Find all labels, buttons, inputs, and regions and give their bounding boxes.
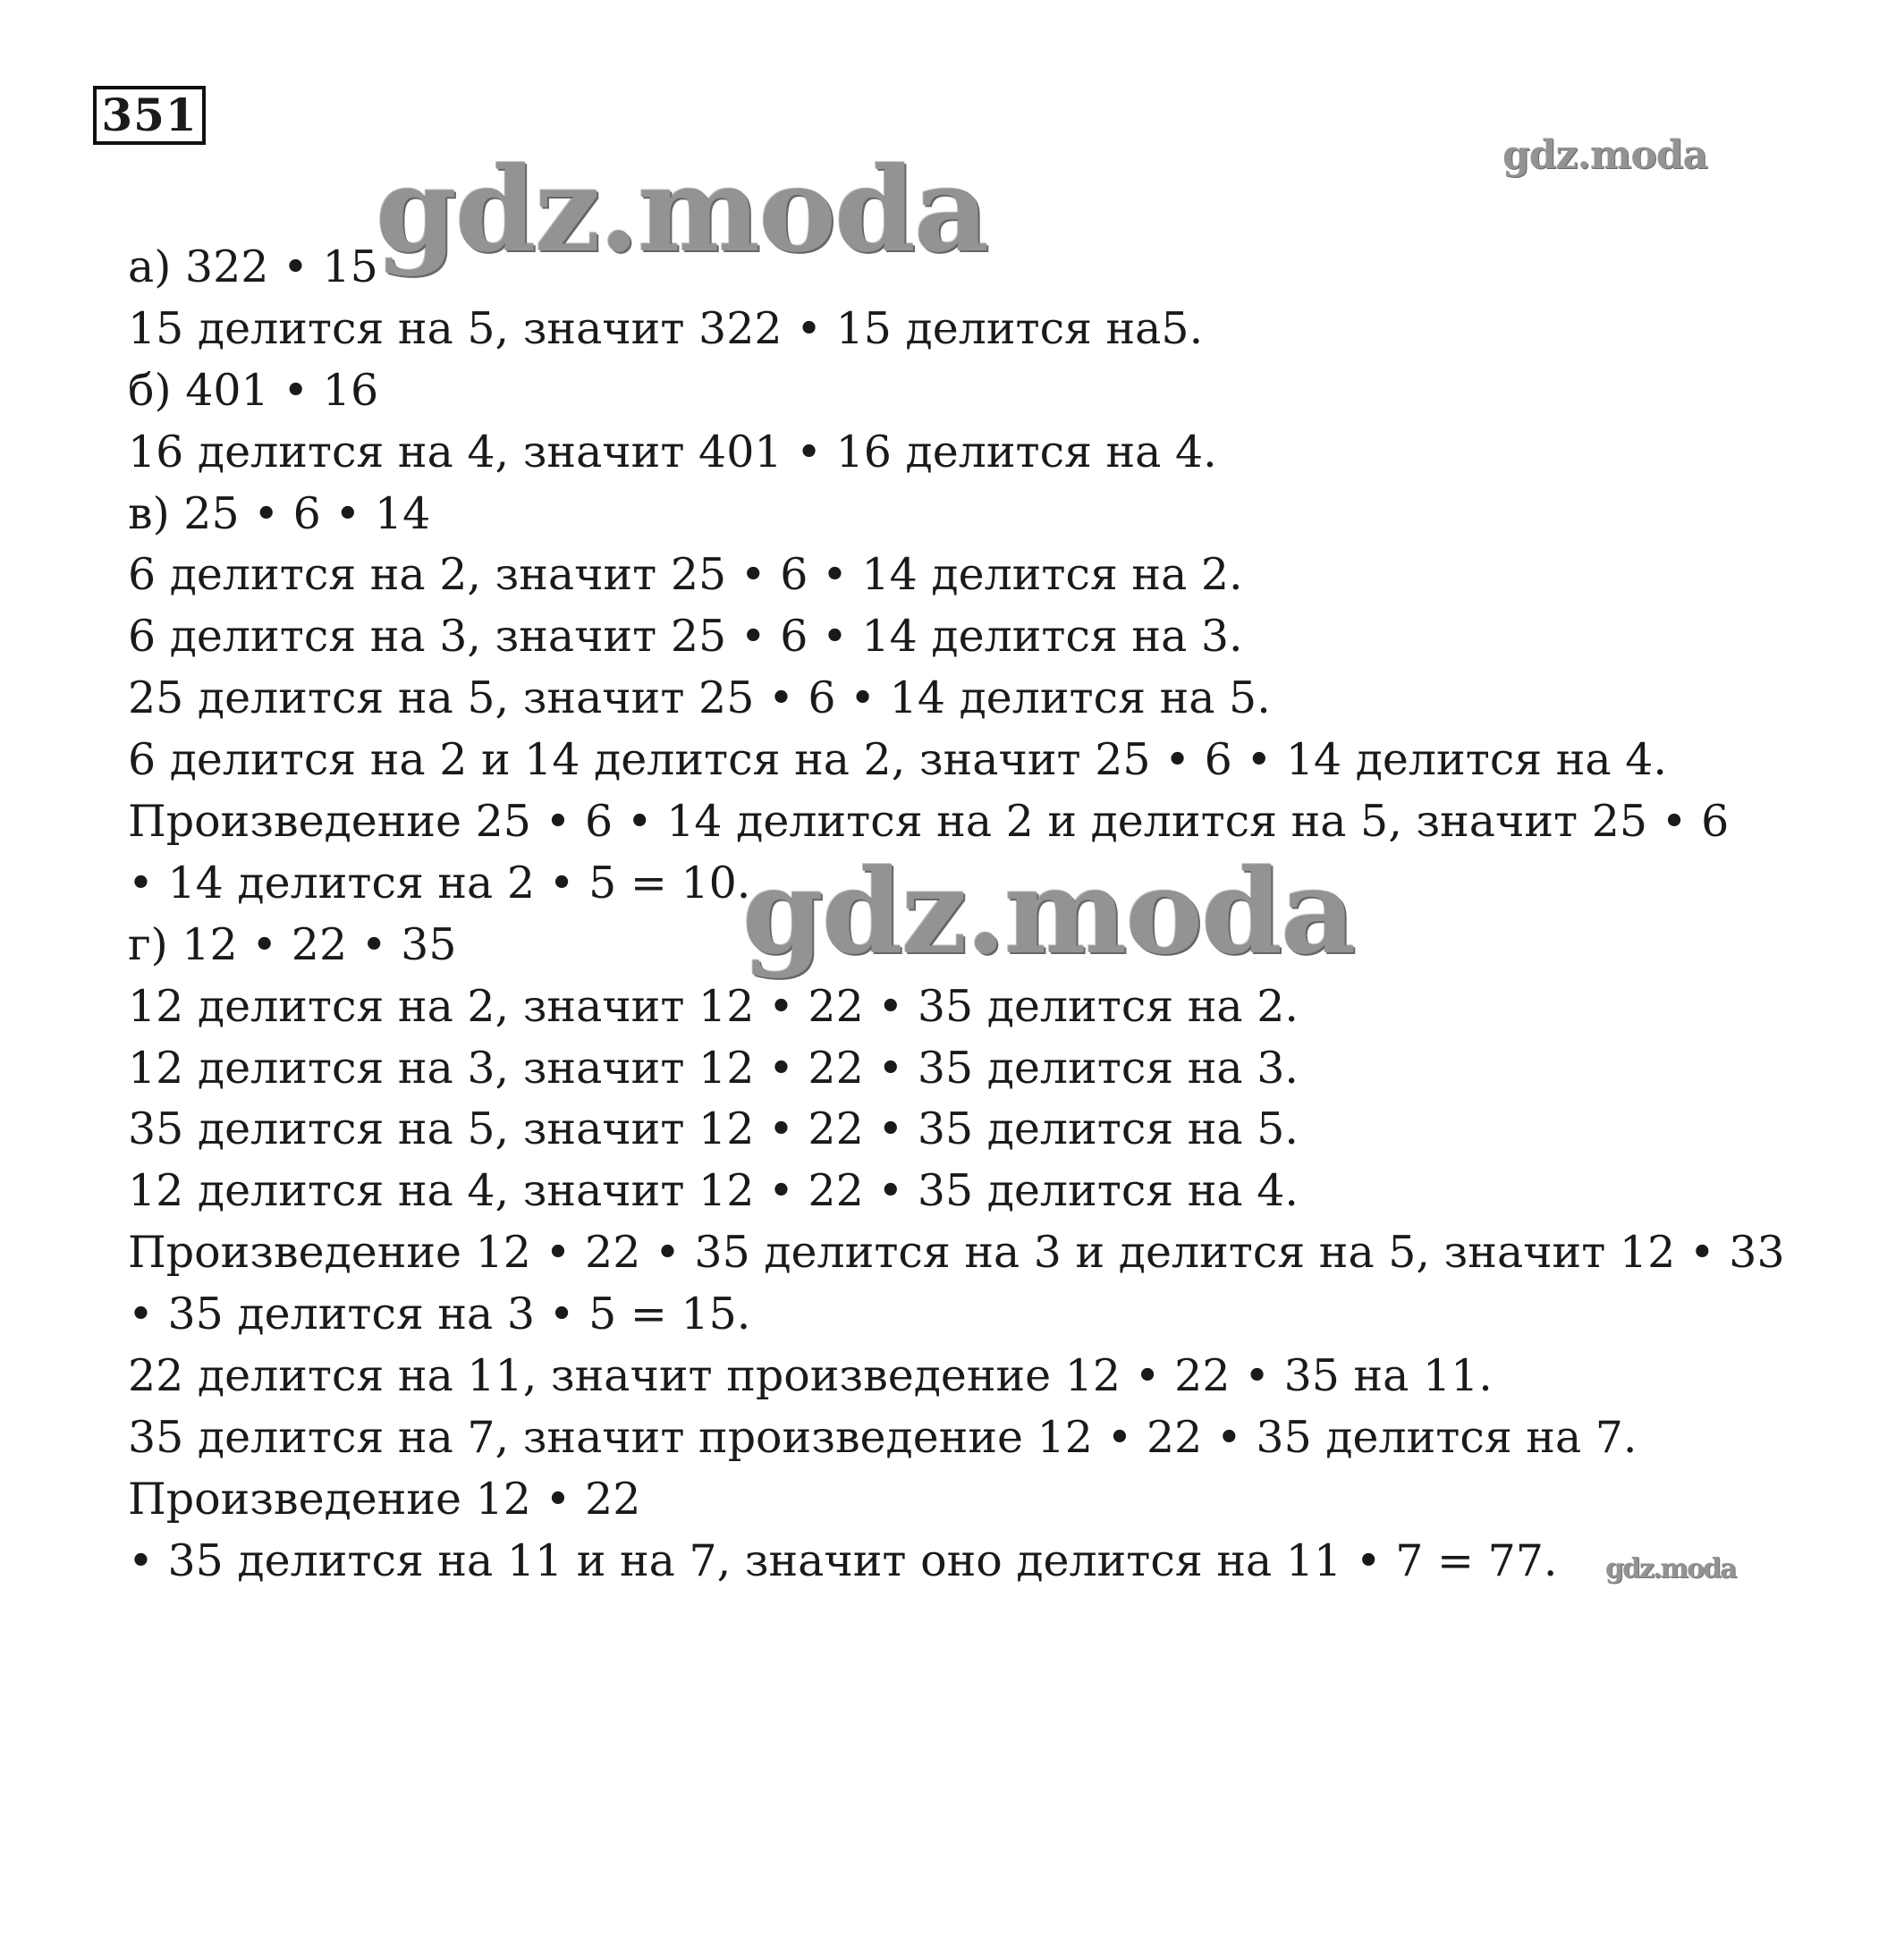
solution-line: • 35 делится на 3 • 5 = 15. xyxy=(128,1289,751,1340)
solution-line: 6 делится на 2 и 14 делится на 2, значит 25 • 6 • 14 делится на 4. xyxy=(128,734,1667,786)
solution-line: 12 делится на 2, значит 12 • 22 • 35 делится на 2. xyxy=(128,980,1299,1032)
solution-line: 22 делится на 11, значит произведение 12 • 22 • 35 на 11. xyxy=(128,1350,1493,1402)
solution-line: • 14 делится на 2 • 5 = 10. xyxy=(128,857,751,908)
watermark-small-top-right: gdz.moda xyxy=(1502,132,1708,178)
watermark-large-middle: gdz.moda xyxy=(742,843,1355,980)
solution-line: 12 делится на 4, значит 12 • 22 • 35 делится на 4. xyxy=(128,1165,1299,1217)
solution-line: 15 делится на 5, значит 322 • 15 делится на5. xyxy=(128,302,1204,354)
solution-line: • 35 делится на 11 и на 7, значит оно делится на 11 • 7 = 77. xyxy=(128,1534,1558,1586)
watermark-large-top: gdz.moda xyxy=(376,141,988,278)
solution-line: в) 25 • 6 • 14 xyxy=(128,487,431,539)
solution-line: Произведение 12 • 22 xyxy=(128,1473,641,1525)
solution-line: 16 делится на 4, значит 401 • 16 делится на 4. xyxy=(128,426,1217,477)
solution-line: 6 делится на 3, значит 25 • 6 • 14 делится на 3. xyxy=(128,611,1243,663)
solution-line: а) 322 • 15 xyxy=(128,241,378,292)
solution-line: 35 делится на 7, значит произведение 12 • 22 • 35 делится на 7. xyxy=(128,1411,1637,1463)
solution-line: 12 делится на 3, значит 12 • 22 • 35 делится на 3. xyxy=(128,1042,1299,1094)
solution-line: Произведение 12 • 22 • 35 делится на 3 и делится на 5, значит 12 • 33 xyxy=(128,1227,1785,1279)
task-number-box xyxy=(93,86,206,145)
solution-line: Произведение 25 • 6 • 14 делится на 2 и делится на 5, значит 25 • 6 xyxy=(128,796,1730,848)
watermark-small-bottom: gdz.moda xyxy=(1605,1553,1736,1584)
solution-line: 6 делится на 2, значит 25 • 6 • 14 делится на 2. xyxy=(128,549,1243,601)
task-number: 351 xyxy=(101,89,198,141)
solution-line: б) 401 • 16 xyxy=(128,364,379,416)
solution-line: 35 делится на 5, значит 12 • 22 • 35 делится на 5. xyxy=(128,1103,1299,1155)
solution-line: г) 12 • 22 • 35 xyxy=(128,918,457,970)
solution-line: 25 делится на 5, значит 25 • 6 • 14 делится на 5. xyxy=(128,672,1271,724)
